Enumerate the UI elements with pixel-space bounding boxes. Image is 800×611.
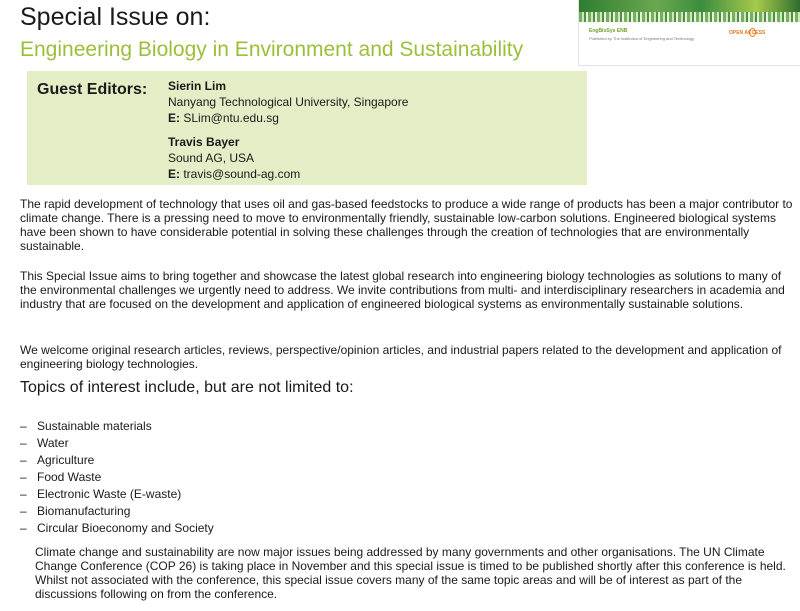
guest-editors-box: [27, 71, 587, 185]
topics-list: [20, 418, 214, 537]
open-access-icon: [749, 28, 756, 37]
open-access-label: OPEN ACCESS: [729, 30, 766, 36]
cover-tagline: Published by The Institution of Engineering and Technology: [589, 36, 695, 41]
closing-paragraph: Climate change and sustainability are now major issues being addressed by many governments and other organisations. The UN Climate Change Conference (COP 26) is taking place in November and this special issue is timed to be published shortly after this conference is held. Whilst not associated with the conference, this special issue covers many of the same topic areas and will be of interest as part of the discussions following on from the conference.: [35, 545, 786, 601]
bullet-dash: –: [20, 453, 27, 467]
list-item: [20, 418, 214, 435]
editor-affiliation: Sound AG, USA: [168, 151, 255, 165]
list-item: [20, 486, 214, 503]
page-title: Special Issue on:: [20, 3, 211, 31]
bullet-dash: –: [20, 436, 27, 450]
bullet-dash: –: [20, 470, 27, 484]
editor-entry: [168, 134, 300, 182]
topic-label: Water: [37, 436, 69, 450]
editor-name: Sierin Lim: [168, 79, 227, 93]
special-issue-subtitle: Engineering Biology in Environment and Sustainability: [20, 38, 524, 61]
editor-email-line: [168, 110, 408, 126]
email-prefix: E:: [168, 111, 180, 125]
list-item: [20, 435, 214, 452]
cover-journal-name: EngBioSys ENB: [589, 28, 628, 34]
cover-banner-image: [579, 0, 800, 12]
intro-paragraph: The rapid development of technology that uses oil and gas-based feedstocks to produce a wide range of products has been a major contributor to climate change. There is a pressing need to move to environmentally friendly, sustainable low-carbon solutions. Engineered biological systems have been shown to have considerable potential in solving these challenges through the creation of technologies that are environmentally sustainable.: [20, 197, 793, 253]
list-item: [20, 469, 214, 486]
guest-editors-label: Guest Editors:: [37, 81, 148, 98]
topic-label: Food Waste: [37, 470, 102, 484]
editor-entry: [168, 78, 408, 126]
list-item: [20, 503, 214, 520]
editor-name: Travis Bayer: [168, 135, 240, 149]
topic-label: Biomanufacturing: [37, 504, 131, 518]
editor-email-link[interactable]: travis@sound-ag.com: [183, 167, 301, 181]
bullet-dash: –: [20, 487, 27, 501]
aims-paragraph: This Special Issue aims to bring together and showcase the latest global research into engineering biology technologies as solutions to many of the environmental challenges we urgently need to address. We invite contributions from multi- and interdisciplinary researchers in academia and industry that are focused on the development and application of engineered biological systems as environmentally sustainable solutions.: [20, 269, 785, 311]
bullet-dash: –: [20, 521, 27, 535]
journal-cover-thumbnail: [578, 0, 800, 66]
welcome-paragraph: We welcome original research articles, reviews, perspective/opinion articles, and industrial papers related to the development and application of engineering biology technologies.: [20, 343, 782, 371]
email-prefix: E:: [168, 167, 180, 181]
topics-heading: Topics of interest include, but are not limited to:: [20, 379, 354, 396]
list-item: [20, 520, 214, 537]
topic-label: Circular Bioeconomy and Society: [37, 521, 214, 535]
editor-email-line: [168, 166, 300, 182]
list-item: [20, 452, 214, 469]
bullet-dash: –: [20, 504, 27, 518]
bullet-dash: –: [20, 419, 27, 433]
topic-label: Sustainable materials: [37, 419, 152, 433]
topic-label: Agriculture: [37, 453, 95, 467]
cover-stripe-pattern: [579, 12, 800, 22]
editor-email-link[interactable]: SLim@ntu.edu.sg: [183, 111, 279, 125]
topic-label: Electronic Waste (E-waste): [37, 487, 182, 501]
editor-affiliation: Nanyang Technological University, Singapore: [168, 95, 409, 109]
